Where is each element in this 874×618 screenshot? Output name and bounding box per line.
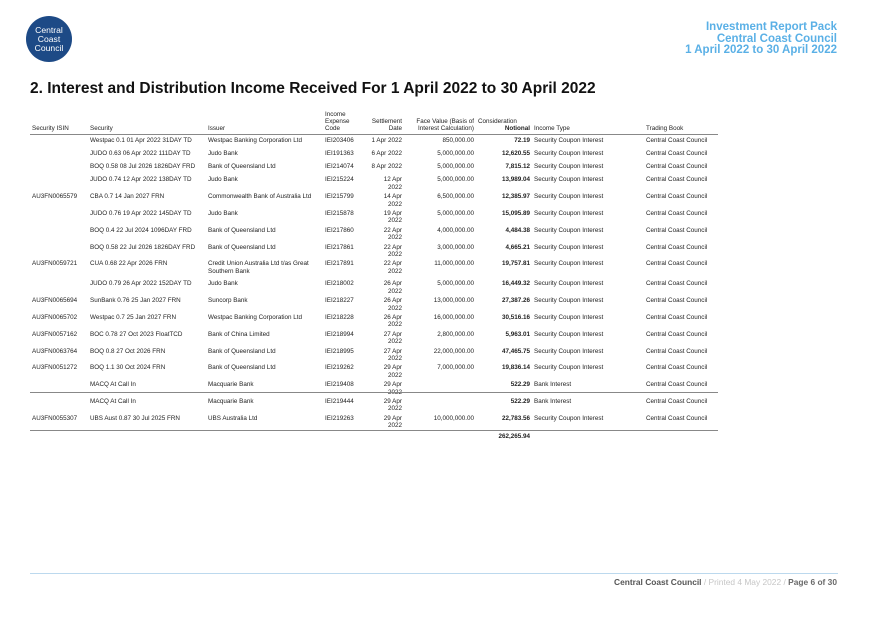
cell-issuer: Commonwealth Bank of Australia Ltd — [208, 193, 312, 201]
cell-notional: 19,836.14 — [501, 364, 530, 372]
cell-security: JUDO 0.74 12 Apr 2022 138DAY TD — [90, 176, 192, 184]
cell-security: BOQ 0.4 22 Jul 2024 1096DAY FRD — [90, 226, 192, 234]
cell-settlement-date: 22 Apr 2022 — [383, 243, 402, 258]
total-notional: 262,265.94 — [476, 430, 532, 442]
table-row — [30, 362, 718, 379]
cell-issuer: Bank of Queensland Ltd — [208, 226, 276, 234]
col-settlement-date — [367, 111, 404, 134]
cell-income-type: Security Coupon Interest — [534, 149, 604, 157]
cell-issuer: Bank of Queensland Ltd — [208, 162, 276, 170]
cell-settlement-date: 22 Apr 2022 — [383, 260, 402, 275]
cell-income-code: IEI219444 — [325, 398, 354, 406]
cell-security: MACQ At Call In — [90, 398, 136, 406]
cell-issuer: Judo Bank — [208, 176, 238, 184]
table-row — [30, 242, 718, 259]
cell-face-value: 5,000,000.00 — [437, 149, 474, 157]
cell-issuer: Suncorp Bank — [208, 297, 248, 305]
cell-issuer: Macquarie Bank — [208, 398, 254, 406]
cell-security-isin — [30, 396, 88, 413]
total-row-cell — [30, 430, 88, 442]
table-row — [30, 174, 718, 191]
table-row — [30, 329, 718, 346]
cell-security-isin: AU3FN0057162 — [32, 330, 78, 338]
cell-trading-book: Central Coast Council — [646, 209, 708, 217]
col-code-line-3: Code — [325, 125, 341, 133]
cell-trading-book: Central Coast Council — [646, 226, 708, 234]
table-header-row — [30, 111, 718, 134]
cell-income-code: IEI215878 — [325, 209, 354, 217]
cell-trading-book: Central Coast Council — [646, 176, 708, 184]
cell-security-isin — [30, 161, 88, 174]
table-row — [30, 148, 718, 161]
cell-income-type: Security Coupon Interest — [534, 414, 604, 422]
cell-settlement-date: 1 Apr 2022 — [371, 136, 402, 144]
col-security-isin: Security ISIN — [30, 111, 88, 134]
cell-security-isin: AU3FN0065694 — [32, 297, 78, 305]
cell-settlement-date: 29 Apr 2022 — [383, 398, 402, 413]
total-row-cell — [323, 430, 367, 442]
cell-issuer: Bank of China Limited — [208, 330, 270, 338]
cell-face-value — [404, 379, 476, 396]
cell-notional: 4,484.38 — [505, 226, 530, 234]
table-row — [30, 278, 718, 295]
cell-income-code: IEI215799 — [325, 193, 354, 201]
cell-face-value: 13,000,000.00 — [433, 297, 474, 305]
cell-income-type: Security Coupon Interest — [534, 260, 604, 268]
cell-income-type: Security Coupon Interest — [534, 280, 604, 288]
cell-security-isin: AU3FN0055307 — [32, 414, 78, 422]
col-trading-book: Trading Book — [644, 111, 718, 134]
cell-notional: 27,387.26 — [501, 297, 530, 305]
cell-income-code: IEI217891 — [325, 260, 354, 268]
cell-income-type: Security Coupon Interest — [534, 364, 604, 372]
cell-security-isin: AU3FN0065702 — [32, 313, 78, 321]
cell-income-code: IEI218995 — [325, 347, 354, 355]
col-consideration-notional — [476, 111, 532, 134]
table-row — [30, 134, 718, 147]
cell-issuer: Bank of Queensland Ltd — [208, 364, 276, 372]
cell-face-value: 5,000,000.00 — [437, 209, 474, 217]
footer-page-number: Page 6 of 30 — [788, 577, 837, 587]
cell-settlement-date: 22 Apr 2022 — [383, 226, 402, 242]
cell-security-isin: AU3FN0051272 — [32, 364, 78, 372]
cell-security: BOC 0.78 27 Oct 2023 FloatTCD — [90, 330, 183, 338]
cell-trading-book: Central Coast Council — [646, 381, 708, 389]
cell-security: Westpac 0.1 01 Apr 2022 31DAY TD — [90, 136, 192, 144]
table-row — [30, 295, 718, 312]
cell-income-code: IEI218228 — [325, 313, 354, 321]
cell-income-code: IEI217860 — [325, 226, 354, 234]
cell-security-isin — [30, 208, 88, 225]
cell-settlement-date: 12 Apr 2022 — [383, 176, 402, 191]
cell-face-value: 5,000,000.00 — [437, 162, 474, 170]
cell-trading-book: Central Coast Council — [646, 313, 708, 321]
table-total-row — [30, 430, 718, 442]
cell-security: JUDO 0.79 26 Apr 2022 152DAY TD — [90, 280, 192, 288]
col-face-line-2: Interest Calculation) — [418, 125, 474, 133]
cell-income-type: Security Coupon Interest — [534, 136, 604, 144]
cell-income-code: IEI219262 — [325, 364, 354, 372]
logo-line-2: Coast — [37, 33, 61, 44]
cell-trading-book: Central Coast Council — [646, 330, 708, 338]
cell-face-value — [404, 396, 476, 413]
cell-income-code: IEI218227 — [325, 297, 354, 305]
logo-line-3: Council — [34, 42, 64, 53]
cell-notional: 22,783.56 — [501, 414, 530, 422]
col-date-line-1: Settlement — [371, 118, 402, 126]
table-row — [30, 396, 718, 413]
cell-income-type: Security Coupon Interest — [534, 347, 604, 355]
total-row-cell — [88, 430, 206, 442]
cell-issuer: Bank of Queensland Ltd — [208, 347, 276, 355]
cell-settlement-date: 8 Apr 2022 — [371, 162, 402, 170]
cell-face-value: 10,000,000.00 — [433, 414, 474, 422]
cell-issuer: Macquarie Bank — [208, 381, 254, 389]
table-row — [30, 225, 718, 242]
cell-income-code: IEI215224 — [325, 176, 354, 184]
table-row — [30, 191, 718, 208]
cell-income-code: IEI203406 — [325, 136, 354, 144]
cell-notional: 15,095.89 — [501, 209, 530, 217]
cell-face-value: 850,000.00 — [442, 136, 474, 144]
cell-income-type: Security Coupon Interest — [534, 330, 604, 338]
col-cons-line-1: Consideration — [478, 118, 517, 126]
cell-income-code: IEI218994 — [325, 330, 354, 338]
cell-trading-book: Central Coast Council — [646, 297, 708, 305]
cell-settlement-date: 29 Apr 2022 — [383, 414, 402, 430]
cell-notional: 7,815.12 — [505, 162, 530, 170]
cell-income-type: Security Coupon Interest — [534, 193, 604, 201]
cell-notional: 12,620.55 — [501, 149, 530, 157]
col-issuer: Issuer — [206, 111, 323, 134]
cell-issuer: Bank of Queensland Ltd — [208, 243, 276, 251]
cell-income-code: IEI191363 — [325, 149, 354, 157]
cell-face-value: 5,000,000.00 — [437, 176, 474, 184]
cell-issuer: Judo Bank — [208, 209, 238, 217]
cell-notional: 522.29 — [510, 398, 530, 406]
cell-income-type: Security Coupon Interest — [534, 162, 604, 170]
table-row — [30, 208, 718, 225]
cell-face-value: 4,000,000.00 — [437, 226, 474, 234]
cell-trading-book: Central Coast Council — [646, 193, 708, 201]
cell-notional: 47,465.75 — [501, 347, 530, 355]
col-date-line-2: Date — [388, 125, 402, 133]
cell-security: MACQ At Call In — [90, 381, 136, 389]
total-row-cell — [367, 430, 404, 442]
cell-income-type: Security Coupon Interest — [534, 226, 604, 234]
cell-security-isin: AU3FN0059721 — [32, 260, 78, 268]
cell-security: SunBank 0.76 25 Jan 2027 FRN — [90, 297, 181, 305]
cell-security: BOQ 0.8 27 Oct 2026 FRN — [90, 347, 166, 355]
cell-trading-book: Central Coast Council — [646, 280, 708, 288]
report-header — [685, 22, 837, 57]
cell-income-code: IEI219263 — [325, 414, 354, 422]
col-security: Security — [88, 111, 206, 134]
col-code-line-1: Income — [325, 111, 346, 118]
report-header-title: Investment Report Pack — [705, 21, 837, 33]
table-row — [30, 413, 718, 430]
cell-issuer: Judo Bank — [208, 149, 238, 157]
col-income-expense-code — [323, 111, 367, 134]
cell-income-type: Security Coupon Interest — [534, 209, 604, 217]
col-face-line-1: Face Value (Basis of — [416, 118, 474, 126]
col-cons-line-2: Notional — [504, 125, 530, 133]
cell-face-value: 11,000,000.00 — [434, 260, 474, 268]
cell-notional: 30,516.16 — [501, 313, 530, 321]
cell-face-value: 2,800,000.00 — [437, 330, 474, 338]
logo-line-1: Central — [35, 24, 63, 35]
page-footer — [614, 577, 837, 587]
cell-income-type: Bank Interest — [534, 398, 572, 406]
table-row — [30, 161, 718, 174]
cell-trading-book: Central Coast Council — [646, 136, 708, 144]
cell-security-isin — [30, 174, 88, 191]
cell-issuer: Westpac Banking Corporation Ltd — [208, 136, 303, 144]
cell-notional: 16,449.32 — [501, 280, 530, 288]
cell-face-value: 22,000,000.00 — [433, 347, 474, 355]
cell-income-type: Security Coupon Interest — [534, 176, 604, 184]
cell-trading-book: Central Coast Council — [646, 414, 708, 422]
cell-issuer: Westpac Banking Corporation Ltd — [208, 313, 303, 321]
cell-security: CUA 0.68 22 Apr 2026 FRN — [90, 260, 168, 268]
col-code-line-2: Expense — [325, 118, 350, 126]
footer-rule — [30, 573, 838, 574]
cell-settlement-date: 29 Apr 2022 — [383, 364, 402, 379]
table-row — [30, 258, 718, 278]
cell-security-isin — [30, 278, 88, 295]
table-row — [30, 379, 718, 396]
cell-notional: 4,665.21 — [505, 243, 530, 251]
cell-security-isin: AU3FN0063764 — [32, 347, 78, 355]
cell-notional: 12,385.97 — [501, 193, 530, 201]
cell-settlement-date: 19 Apr 2022 — [383, 209, 402, 225]
cell-security-isin — [30, 134, 88, 147]
table-row — [30, 346, 718, 363]
col-face-value — [404, 111, 476, 134]
cell-notional: 5,963.01 — [505, 330, 530, 338]
cell-settlement-date: 29 Apr 2022 — [383, 381, 402, 396]
cell-notional: 19,757.81 — [501, 260, 530, 268]
cell-trading-book: Central Coast Council — [646, 364, 708, 372]
cell-face-value: 16,000,000.00 — [433, 313, 474, 321]
page-title: 2. Interest and Distribution Income Received For 1 April 2022 to 30 April 2022 — [30, 80, 596, 97]
cell-face-value: 5,000,000.00 — [437, 280, 474, 288]
cell-settlement-date: 26 Apr 2022 — [383, 313, 402, 329]
cell-income-type: Security Coupon Interest — [534, 313, 604, 321]
footer-printed-date: Printed 4 May 2022 — [708, 577, 782, 587]
cell-security: BOQ 0.58 08 Jul 2026 1826DAY FRD — [90, 162, 196, 170]
council-logo — [26, 16, 72, 62]
cell-notional: 522.29 — [510, 381, 530, 389]
total-row-cell — [532, 430, 644, 442]
cell-security: JUDO 0.63 06 Apr 2022 111DAY TD — [90, 149, 191, 157]
cell-issuer: Credit Union Australia Ltd t/as Great Southern Bank — [208, 260, 309, 275]
cell-security: Westpac 0.7 25 Jan 2027 FRN — [90, 313, 176, 321]
cell-security: CBA 0.7 14 Jan 2027 FRN — [90, 193, 165, 201]
footer-council: Central Coast Council — [614, 577, 702, 587]
cell-income-code: IEI217861 — [325, 243, 354, 251]
cell-security-isin: AU3FN0065579 — [32, 193, 78, 201]
cell-security-isin — [30, 379, 88, 396]
cell-security-isin — [30, 148, 88, 161]
cell-income-type: Security Coupon Interest — [534, 243, 604, 251]
cell-settlement-date: 26 Apr 2022 — [383, 280, 402, 295]
cell-settlement-date: 27 Apr 2022 — [383, 347, 402, 362]
cell-trading-book: Central Coast Council — [646, 347, 708, 355]
cell-settlement-date: 14 Apr 2022 — [383, 193, 402, 208]
cell-face-value: 6,500,000.00 — [437, 193, 474, 201]
report-header-period: 1 April 2022 to 30 April 2022 — [685, 44, 837, 56]
cell-trading-book: Central Coast Council — [646, 149, 708, 157]
total-row-cell — [404, 430, 476, 442]
cell-notional: 72.19 — [514, 136, 530, 144]
cell-issuer: Judo Bank — [208, 280, 238, 288]
cell-income-type: Bank Interest — [534, 381, 572, 389]
total-row-cell — [644, 430, 718, 442]
table-bottom-rule — [30, 392, 718, 393]
cell-settlement-date: 6 Apr 2022 — [371, 149, 402, 157]
report-header-council: Central Coast Council — [716, 32, 837, 45]
cell-security: UBS Aust 0.87 30 Jul 2025 FRN — [90, 414, 180, 422]
cell-security: JUDO 0.76 19 Apr 2022 145DAY TD — [90, 209, 192, 217]
cell-income-code: IEI218002 — [325, 280, 354, 288]
cell-face-value: 7,000,000.00 — [437, 364, 474, 372]
total-row-cell — [206, 430, 323, 442]
cell-notional: 13,989.04 — [501, 176, 530, 184]
cell-trading-book: Central Coast Council — [646, 260, 708, 268]
cell-face-value: 3,000,000.00 — [437, 243, 474, 251]
cell-income-code: IEI219408 — [325, 381, 354, 389]
footer-separator-1: / — [703, 577, 707, 587]
cell-security-isin — [30, 225, 88, 242]
cell-trading-book: Central Coast Council — [646, 398, 708, 406]
table-row — [30, 312, 718, 329]
cell-security: BOQ 0.58 22 Jul 2026 1826DAY FRD — [90, 243, 196, 251]
col-income-type: Income Type — [532, 111, 644, 134]
cell-settlement-date: 27 Apr 2022 — [383, 330, 402, 346]
footer-separator-2: / — [783, 577, 786, 587]
cell-trading-book: Central Coast Council — [646, 243, 708, 251]
cell-trading-book: Central Coast Council — [646, 162, 708, 170]
cell-issuer: UBS Australia Ltd — [208, 414, 258, 422]
cell-security-isin — [30, 242, 88, 259]
cell-income-code: IEI214074 — [325, 162, 354, 170]
cell-settlement-date: 26 Apr 2022 — [383, 297, 402, 312]
cell-income-type: Security Coupon Interest — [534, 297, 604, 305]
cell-security: BOQ 1.1 30 Oct 2024 FRN — [90, 364, 166, 372]
